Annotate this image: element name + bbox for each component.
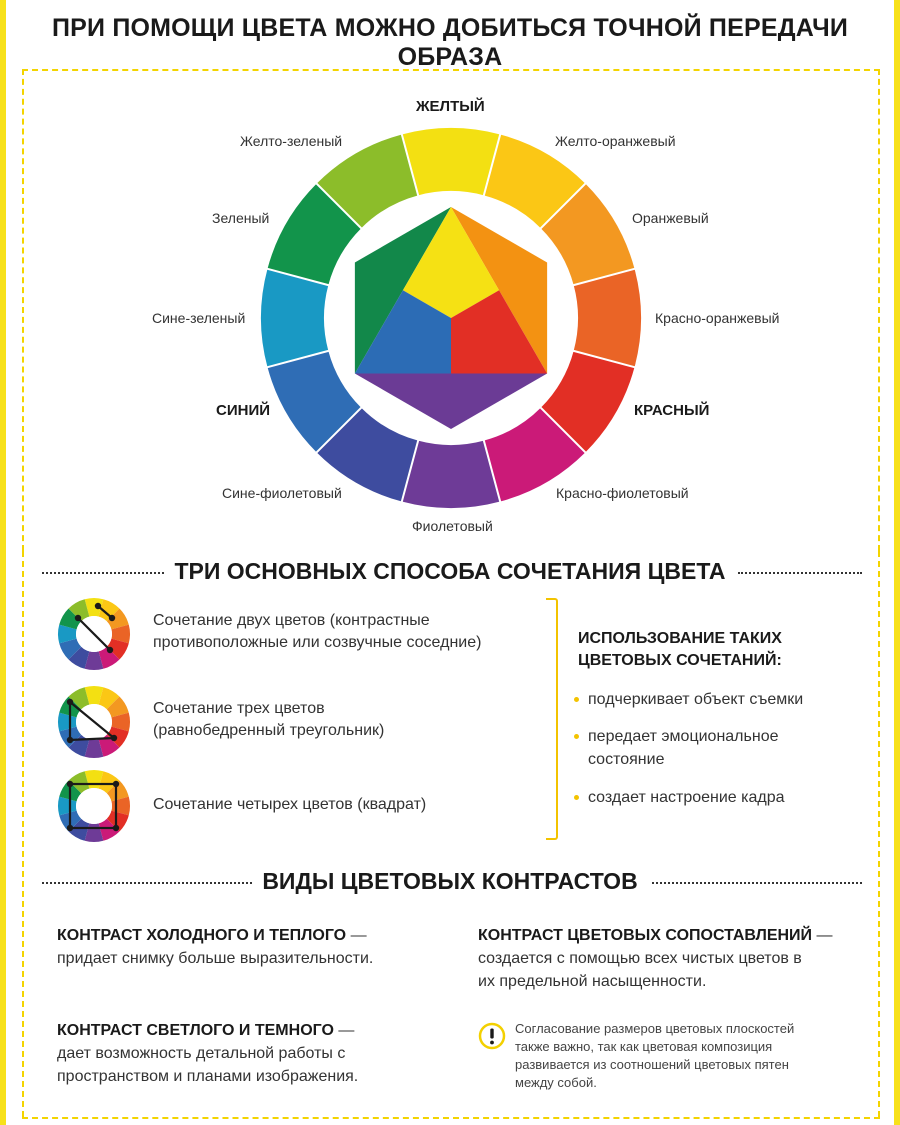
method-two-line2: противоположные или созвучные соседние): [153, 634, 482, 651]
wheel-segment-violet: [402, 441, 500, 508]
label-red-orange: Красно-оранжевый: [655, 310, 780, 326]
method-three-line2: (равнобедренный треугольник): [153, 722, 385, 739]
note-text: [515, 1020, 865, 1092]
bullet-dot: [574, 697, 579, 702]
label-red-violet: Красно-фиолетовый: [556, 485, 689, 501]
note-line4: между собой.: [515, 1075, 597, 1090]
label-yellow-orange: Желто-оранжевый: [555, 133, 676, 149]
label-yellow-green: Желто-зеленый: [240, 133, 343, 149]
label-violet: Фиолетовый: [412, 518, 493, 534]
usage-item: [588, 725, 778, 771]
label-blue: СИНИЙ: [216, 402, 271, 419]
label-orange: Оранжевый: [632, 210, 709, 226]
contrast-light-dark-line2: пространством и планами изображения.: [57, 1068, 359, 1085]
usage-heading-line1: ИСПОЛЬЗОВАНИЕ ТАКИХ: [578, 630, 782, 647]
method-four-line1: Сочетание четырех цветов (квадрат): [153, 796, 427, 813]
methods-heading: [0, 558, 900, 588]
dashed-frame-right: [878, 551, 880, 1117]
contrasts-heading: [0, 868, 900, 898]
contrasts-heading-text: ВИДЫ ЦВЕТОВЫХ КОНТРАСТОВ: [262, 868, 638, 894]
method-three-colors: [56, 684, 556, 760]
method-two-line1: Сочетание двух цветов (контрастные: [153, 612, 430, 629]
contrast-light-dark-title: КОНТРАСТ СВЕТЛОГО И ТЕМНОГО: [57, 1022, 334, 1039]
contrast-light-dark-line1: дает возможность детальной работы с: [57, 1045, 346, 1062]
bullet-dot: [574, 795, 579, 800]
contrast-light-dark-dash: —: [333, 1022, 355, 1039]
usage-item: [588, 786, 785, 809]
wheel-segment-yellow: [402, 128, 500, 195]
usage-heading-line2: ЦВЕТОВЫХ СОЧЕТАНИЙ:: [578, 652, 782, 669]
method-two-colors: [56, 596, 556, 672]
note-line3: развивается из соотношений цветовых пятен: [515, 1057, 789, 1072]
contrast-light-dark: [57, 1019, 358, 1088]
label-green: Зеленый: [212, 210, 270, 226]
mini-wheel-two-colors-icon: [56, 596, 132, 672]
wheel-inner-triangles: [355, 207, 547, 429]
contrast-cold-warm-title: КОНТРАСТ ХОЛОДНОГО И ТЕПЛОГО: [57, 927, 347, 944]
methods-heading-text: ТРИ ОСНОВНЫХ СПОСОБА СОЧЕТАНИЯ ЦВЕТА: [174, 558, 726, 584]
contrast-cold-warm-dash: —: [346, 927, 367, 944]
label-blue-violet: Сине-фиолетовый: [222, 485, 342, 501]
contrast-juxtaposition-title: КОНТРАСТ ЦВЕТОВЫХ СОПОСТАВЛЕНИЙ: [478, 927, 813, 944]
mini-wheel-three-colors-icon: [56, 684, 132, 760]
usage-bracket: [546, 598, 558, 840]
usage-item-2-line2: состояние: [588, 751, 665, 768]
contrast-juxtaposition: [478, 924, 833, 993]
contrast-juxtaposition-line2: их предельной насыщенности.: [478, 973, 707, 990]
usage-heading: [578, 628, 782, 672]
method-three-line1: Сочетание трех цветов: [153, 700, 325, 717]
bullet-dot: [574, 734, 579, 739]
exclamation-icon: [478, 1022, 506, 1050]
contrast-juxtaposition-line1: создается с помощью всех чистых цветов в: [478, 950, 802, 967]
method-four-colors: [56, 768, 556, 844]
label-red: КРАСНЫЙ: [634, 402, 710, 419]
mini-wheel-four-colors-icon: [56, 768, 132, 844]
note-line2: также важно, так как цветовая композиция: [515, 1039, 773, 1054]
usage-item: [588, 688, 803, 711]
contrast-juxtaposition-dash: —: [812, 927, 833, 944]
dashed-frame-bottom: [22, 1117, 880, 1119]
wheel-segment-blue-green: [261, 269, 328, 367]
usage-item-3-text: создает настроение кадра: [588, 789, 785, 806]
page-title: ПРИ ПОМОЩИ ЦВЕТА МОЖНО ДОБИТЬСЯ ТОЧНОЙ ПЕРЕДАЧИ ОБРАЗА: [51, 14, 849, 71]
inner-violet-triangle: [355, 374, 547, 430]
wheel-segment-red-orange: [574, 269, 641, 367]
contrast-cold-warm-line1: придает снимку больше выразительности.: [57, 950, 374, 967]
usage-item-2-line1: передает эмоциональное: [588, 728, 779, 745]
label-yellow: ЖЕЛТЫЙ: [416, 98, 485, 115]
contrast-cold-warm: [57, 924, 373, 970]
usage-item-1-text: подчеркивает объект съемки: [588, 691, 804, 708]
note-line1: Согласование размеров цветовых плоскостей: [515, 1021, 795, 1036]
label-blue-green: Сине-зеленый: [152, 310, 246, 326]
dashed-frame-left: [22, 551, 24, 1117]
